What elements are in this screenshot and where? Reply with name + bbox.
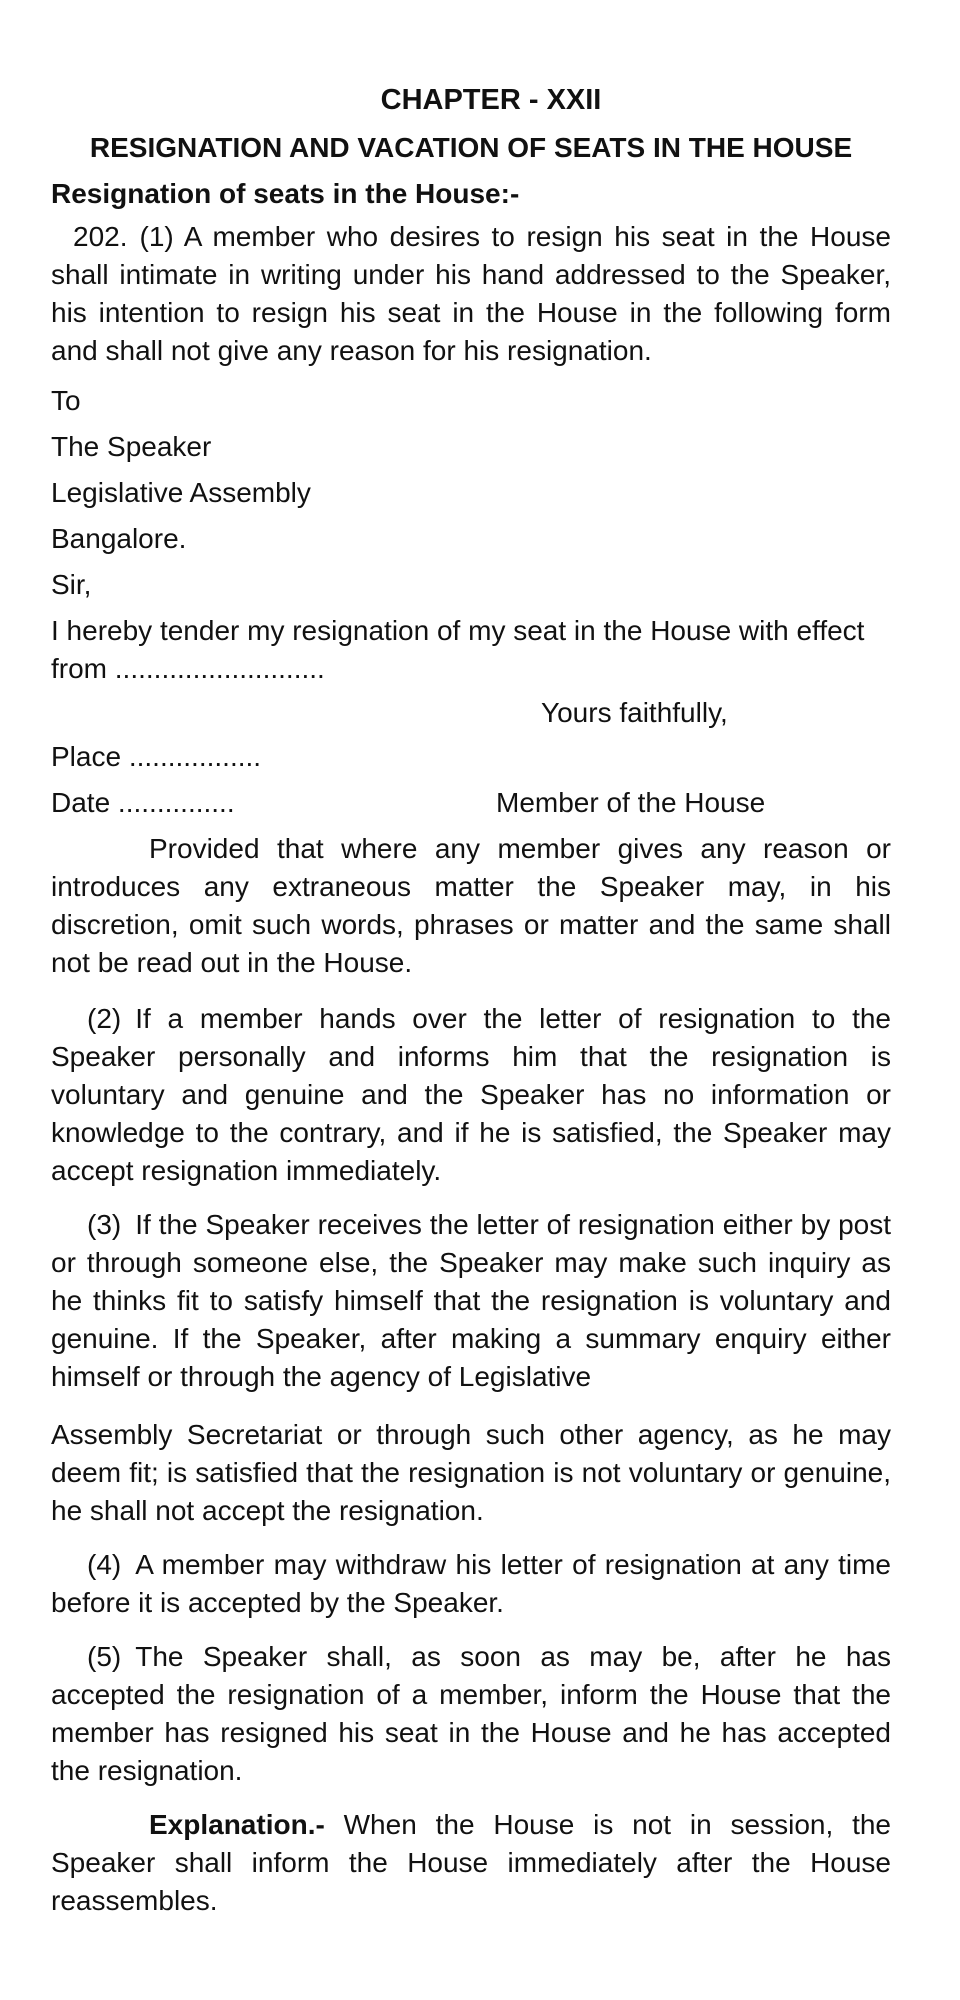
form-office: Legislative Assembly — [51, 477, 311, 508]
rule-number: 202. — [73, 221, 128, 252]
form-member-signature: Member of the House — [496, 787, 766, 818]
rule-202-para-5 — [51, 1638, 891, 1790]
form-tender-text: I hereby tender my resignation of my seat in the House with effect from ........................... — [51, 615, 865, 684]
rule-202-para-3a — [51, 1206, 891, 1396]
para-4-number: (4) — [87, 1549, 122, 1580]
form-date-row — [51, 784, 891, 822]
form-place-row — [51, 738, 891, 776]
para-5-text: The Speaker shall, as soon as may be, after he has accepted the resignation of a member, inform the House that the member has resigned his seat in the House and he has accepted the resignation. — [51, 1641, 891, 1786]
para-2-text: If a member hands over the letter of resignation to the Speaker personally and informs him that the resignation is voluntary and genuine and the Speaker has no information or knowledge to the contrary, and if he is satisfied, the Speaker may accept resignation immediately. — [51, 1003, 891, 1186]
rule-202-para-4 — [51, 1546, 891, 1622]
para-2-number: (2) — [87, 1003, 122, 1034]
chapter-heading: CHAPTER - XXII — [380, 84, 602, 116]
explanation-paragraph — [51, 1806, 891, 1920]
form-salutation: Sir, — [51, 569, 92, 600]
proviso-paragraph: Provided that where any member gives any reason or introduces any extraneous matter the Speaker may, in his discretion, omit such words, phrases or matter and the same shall not be read out in the House. — [51, 833, 891, 978]
para-3a-text: If the Speaker receives the letter of resignation either by post or through someone else, the Speaker may make such inquiry as he thinks fit to satisfy himself that the resignation is voluntary and genuine. If the Speaker, after making a summary enquiry either himself or through the agency of Legislative — [51, 1209, 891, 1392]
para-5-number: (5) — [87, 1641, 122, 1672]
form-signoff: Yours faithfully, — [541, 697, 728, 728]
form-place: Place ................. — [51, 741, 262, 772]
para-4-text: A member may withdraw his letter of resignation at any time before it is accepted by the Speaker. — [51, 1549, 891, 1618]
chapter-title: RESIGNATION AND VACATION OF SEATS IN THE HOUSE — [89, 132, 853, 163]
form-addressee: The Speaker — [51, 431, 212, 462]
form-to: To — [51, 385, 81, 416]
para-3-number: (3) — [87, 1209, 122, 1240]
section-heading: Resignation of seats in the House:- — [51, 178, 520, 209]
rule-202-para-2 — [51, 1000, 891, 1190]
rule-202-para-3b: Assembly Secretariat or through such other agency, as he may deem fit; is satisfied that the resignation is not voluntary or genuine, he shall not accept the resignation. — [51, 1419, 891, 1526]
form-date: Date ............... — [51, 787, 235, 818]
explanation-text: When the House is not in session, the Speaker shall inform the House immediately after the House reassembles. — [51, 1809, 891, 1916]
rule-202-para-1 — [51, 218, 891, 370]
document-page — [51, 80, 891, 1920]
form-city: Bangalore. — [51, 523, 187, 554]
para-1-text: (1) A member who desires to resign his seat in the House shall intimate in writing under his hand addressed to the Speaker, his intention to resign his seat in the House in the following form and shall not give any reason for his resignation. — [51, 221, 891, 366]
explanation-label: Explanation.- — [149, 1809, 325, 1840]
